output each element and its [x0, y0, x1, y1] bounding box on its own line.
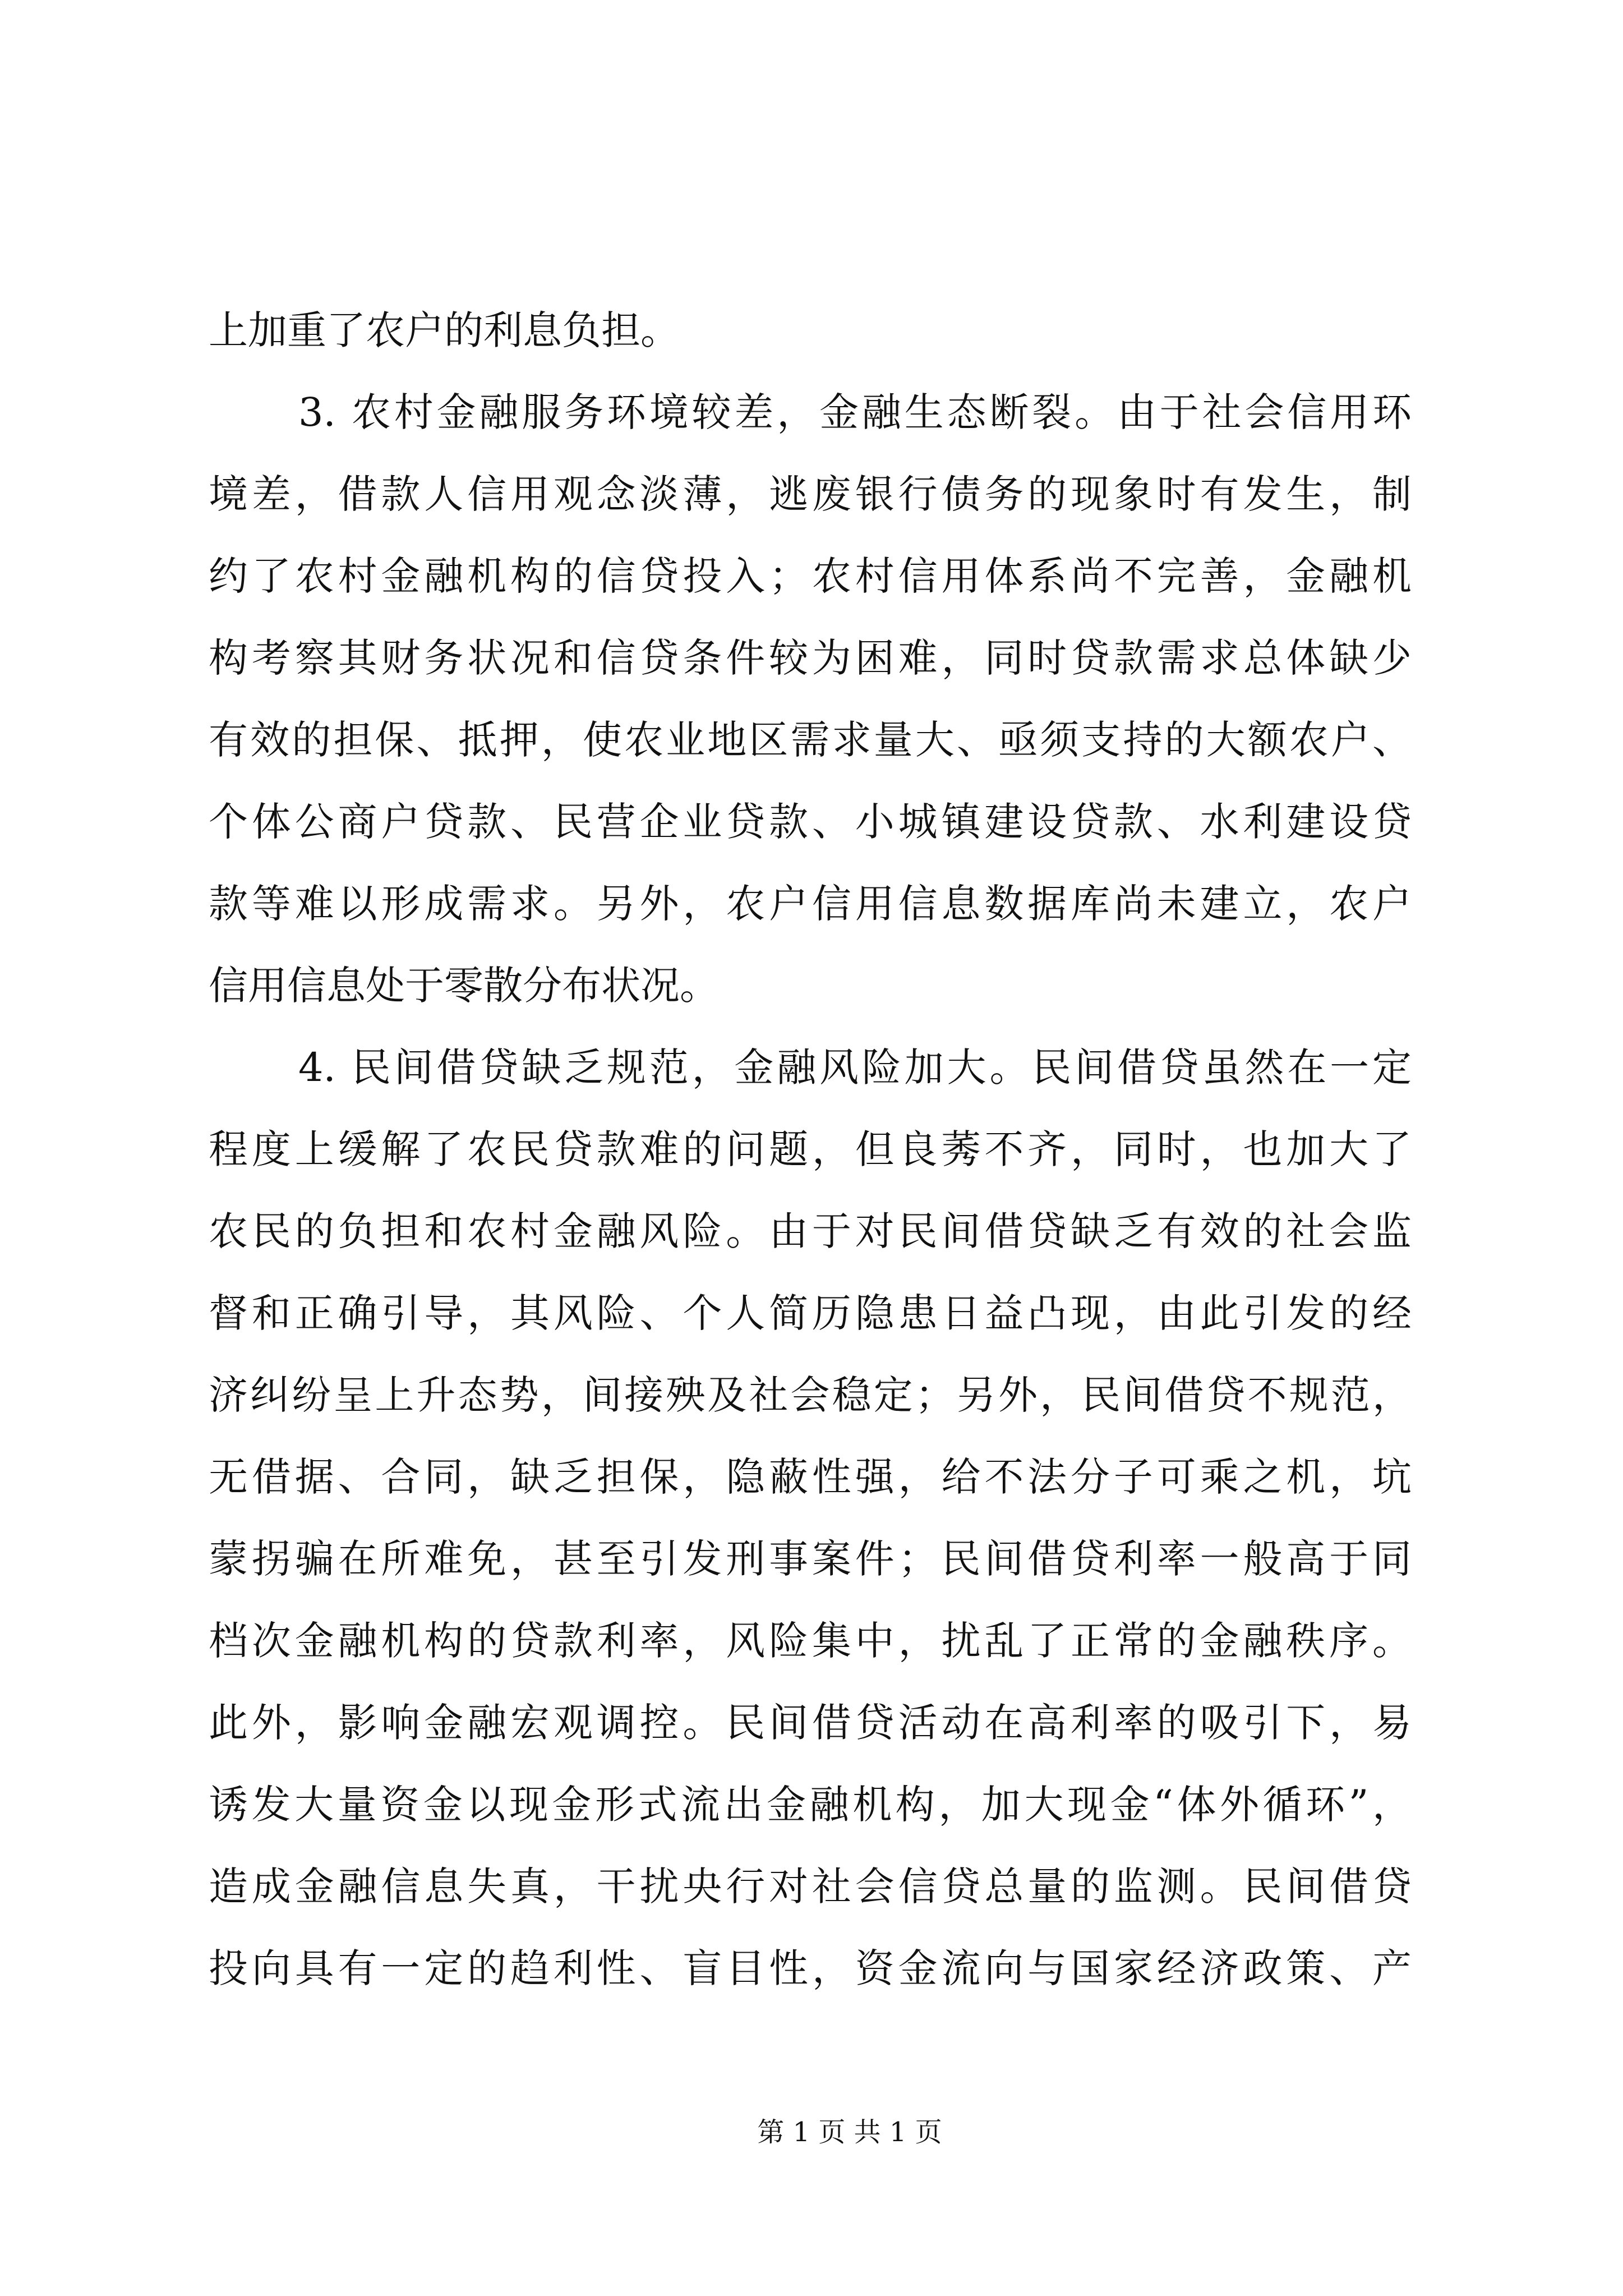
- page-number-footer: 第 1 页 共 1 页: [757, 2116, 942, 2148]
- text-line: 上加重了农户的利息负担。: [209, 307, 680, 353]
- document-body: [209, 289, 1412, 2009]
- text-line: 程度上缓解了农民贷款难的问题，但良莠不齐，同时，也加大了: [209, 1126, 1412, 1172]
- text-line: 档次金融机构的贷款利率，风险集中，扰乱了正常的金融秩序。: [209, 1618, 1412, 1664]
- text-line: 诱发大量资金以现金形式流出金融机构，加大现金“体外循环”，: [209, 1782, 1412, 1828]
- text-line: 蒙拐骗在所难免，甚至引发刑事案件；民间借贷利率一般高于同: [209, 1536, 1412, 1582]
- text-line: 款等难以形成需求。另外，农户信用信息数据库尚未建立，农户: [209, 881, 1412, 927]
- text-line: 投向具有一定的趋利性、盲目性，资金流向与国家经济政策、产: [209, 1945, 1412, 1991]
- text-line: 此外，影响金融宏观调控。民间借贷活动在高利率的吸引下，易: [209, 1700, 1412, 1746]
- text-line: 构考察其财务状况和信贷条件较为困难，同时贷款需求总体缺少: [209, 635, 1412, 681]
- text-line: 农民的负担和农村金融风险。由于对民间借贷缺乏有效的社会监: [209, 1208, 1412, 1254]
- text-line: 造成金融信息失真，干扰央行对社会信贷总量的监测。民间借贷: [209, 1864, 1412, 1910]
- text-line: 无借据、合同，缺乏担保，隐蔽性强，给不法分子可乘之机，坑: [209, 1454, 1412, 1500]
- text-line: 约了农村金融机构的信贷投入；农村信用体系尚不完善，金融机: [209, 553, 1412, 599]
- text-line: 3. 农村金融服务环境较差，金融生态断裂。由于社会信用环: [298, 389, 1412, 435]
- paragraph: [209, 1027, 1412, 2009]
- text-line: 督和正确引导，其风险、个人简历隐患日益凸现，由此引发的经: [209, 1290, 1412, 1336]
- text-line: 4. 民间借贷缺乏规范，金融风险加大。民间借贷虽然在一定: [298, 1045, 1412, 1091]
- text-line: 境差，借款人信用观念淡薄，逃废银行债务的现象时有发生，制: [209, 471, 1412, 517]
- text-line: 有效的担保、抵押，使农业地区需求量大、亟须支持的大额农户、: [209, 717, 1412, 763]
- text-line: 个体公商户贷款、民营企业贷款、小城镇建设贷款、水利建设贷: [209, 799, 1412, 845]
- paragraph: [209, 371, 1412, 1027]
- paragraph: [209, 289, 1412, 371]
- text-line: 信用信息处于零散分布状况。: [209, 963, 719, 1009]
- text-line: 济纠纷呈上升态势，间接殃及社会稳定；另外，民间借贷不规范，: [209, 1372, 1412, 1418]
